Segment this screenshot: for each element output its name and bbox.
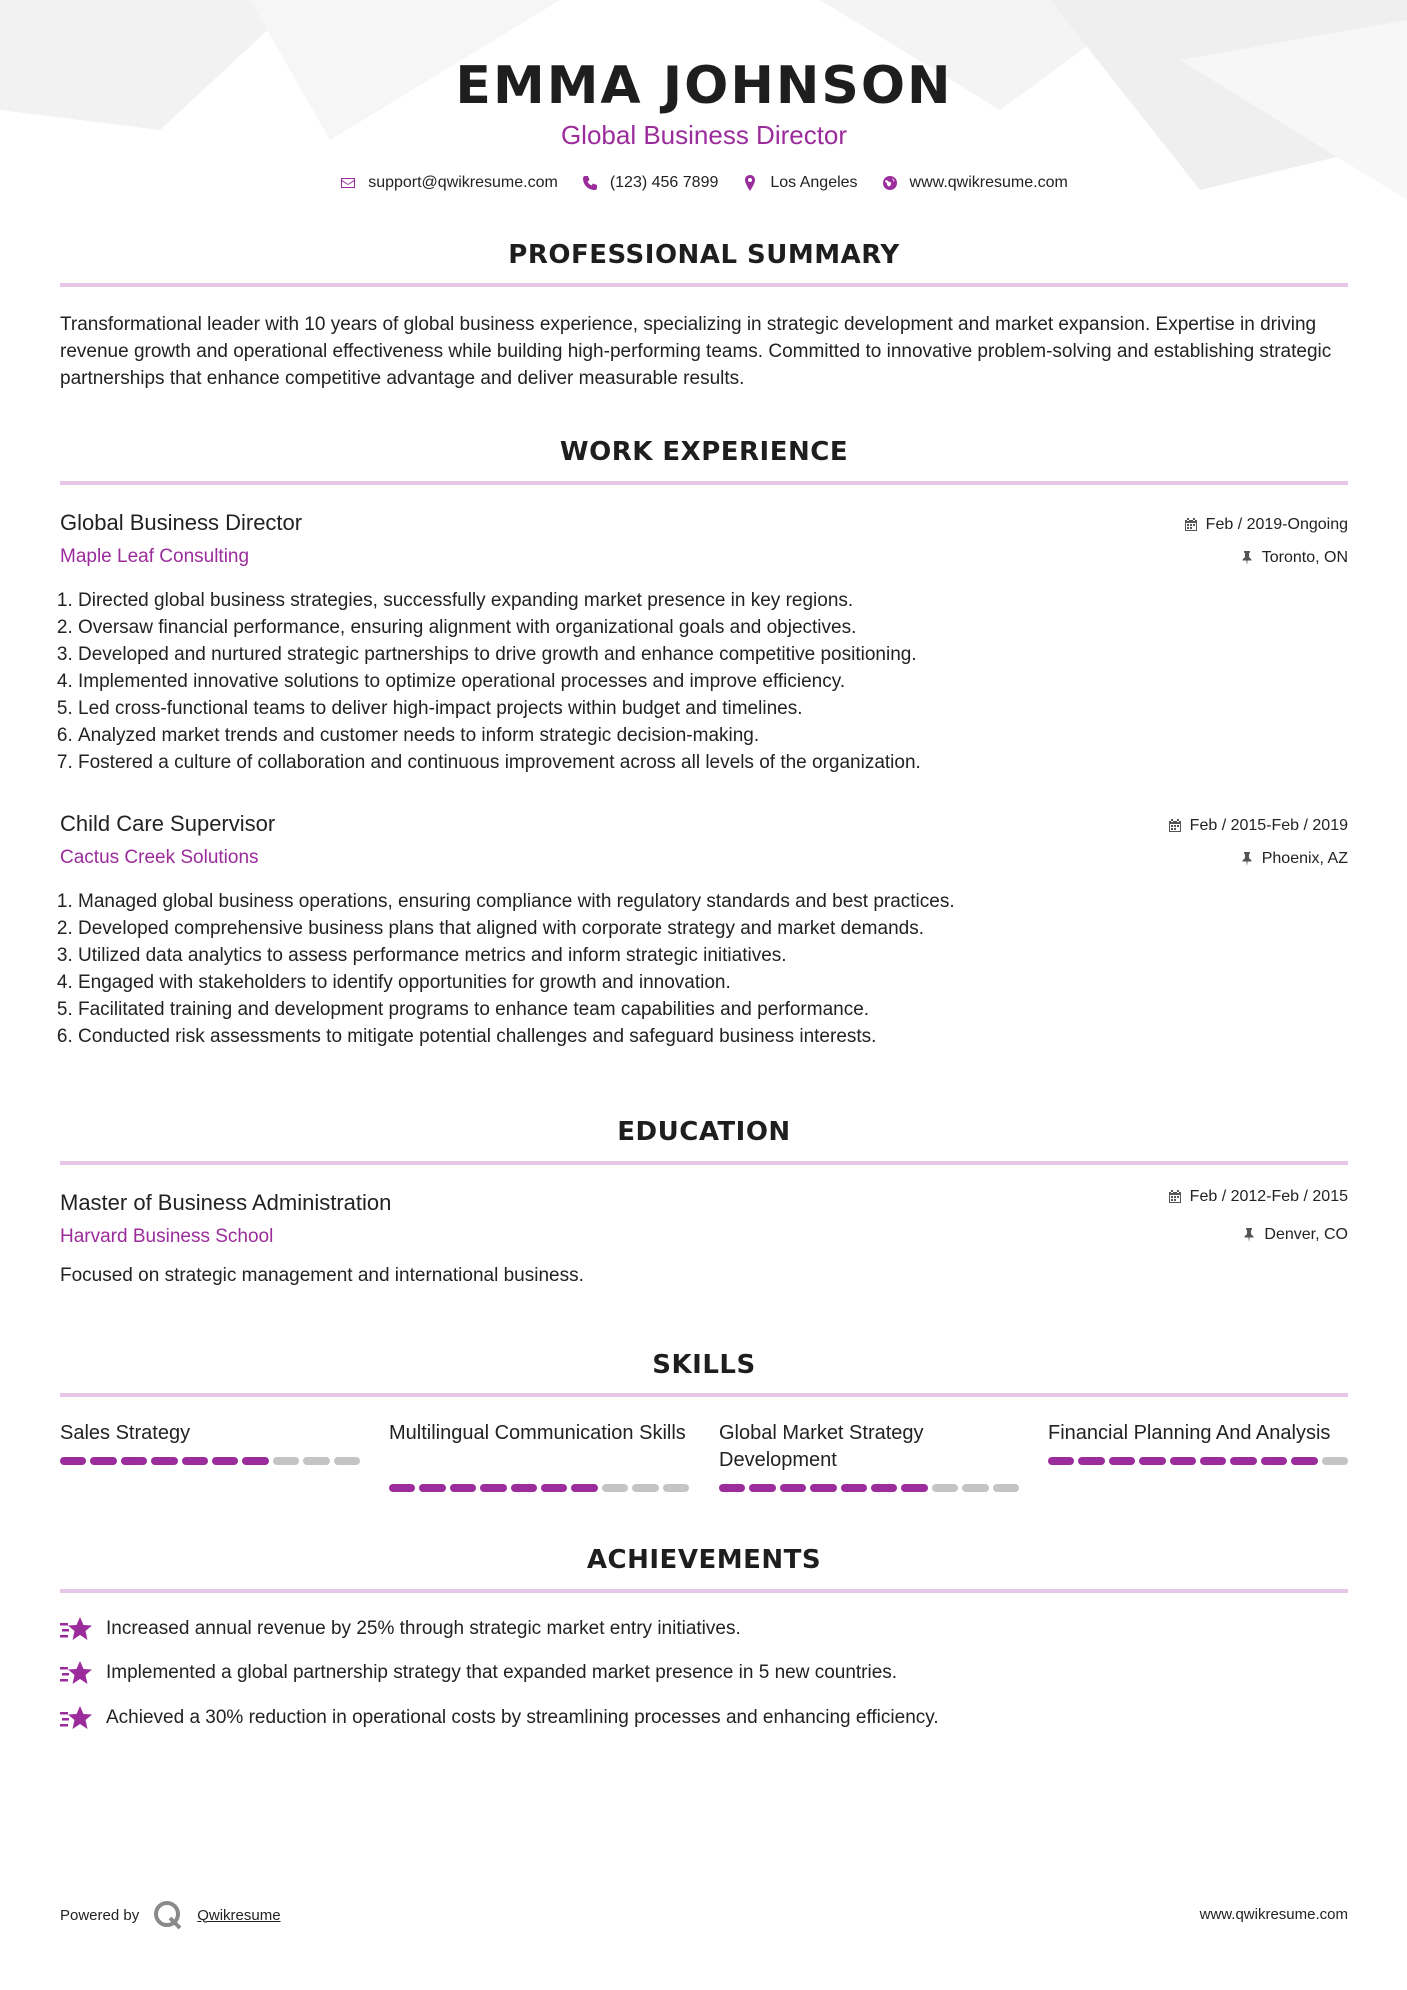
- skill-item: [60, 1420, 360, 1474]
- powered-by-label: Powered by: [60, 1906, 140, 1924]
- education-location: [1242, 1226, 1348, 1244]
- job-title: Child Care Supervisor: [60, 811, 276, 836]
- skill-segment-filled: [1078, 1457, 1104, 1465]
- summary-text: Transformational leader with 10 years of global business experience, specializing in strategic development and market expansion. Expertise in driving revenue growth and operational effectiveness while building high-performing teams. Committed to innovative problem-solving and establishing strategic partnerships that enhance competitive advantage and deliver measurable results.: [60, 314, 1332, 389]
- envelope-icon: [340, 175, 356, 191]
- skill-segment-filled: [780, 1484, 806, 1492]
- responsibility-item: 3. Developed and nurtured strategic partnerships to drive growth and enhance competitive positioning.: [78, 641, 1366, 668]
- skill-segment-filled: [90, 1457, 116, 1465]
- job-location-text: Phoenix, AZ: [1261, 850, 1348, 867]
- responsibility-item: 2. Oversaw financial performance, ensuring alignment with organizational goals and objectives.: [78, 614, 1366, 641]
- summary-heading: PROFESSIONAL SUMMARY: [508, 240, 900, 270]
- pin-icon: [1240, 551, 1254, 565]
- skill-segment-empty: [962, 1484, 988, 1492]
- skill-segment-empty: [932, 1484, 958, 1492]
- skill-item: [719, 1420, 1019, 1474]
- skill-item: [1048, 1420, 1348, 1474]
- education-divider: [60, 1161, 1348, 1165]
- education-dates: [1168, 1188, 1348, 1206]
- degree-title: Master of Business Administration: [60, 1190, 392, 1215]
- job-location: [1240, 850, 1348, 868]
- skill-segment-empty: [993, 1484, 1019, 1492]
- achievement-item: [60, 1705, 939, 1731]
- job-responsibilities: [60, 587, 1366, 776]
- skill-segment-filled: [1200, 1457, 1226, 1465]
- skill-segment-filled: [841, 1484, 867, 1492]
- education-description: Focused on strategic management and international business.: [60, 1265, 584, 1286]
- skill-segment-filled: [871, 1484, 897, 1492]
- candidate-title: Global Business Director: [560, 120, 848, 150]
- skill-level-bar: [1048, 1457, 1348, 1465]
- school-name: Harvard Business School: [60, 1226, 274, 1247]
- job-responsibilities: [60, 888, 1366, 1050]
- skill-segment-filled: [121, 1457, 147, 1465]
- star-badge-icon: [60, 1616, 94, 1642]
- skill-segment-filled: [60, 1457, 86, 1465]
- skill-name: Multilingual Communication Skills: [389, 1422, 686, 1444]
- responsibility-item: 1. Directed global business strategies, successfully expanding market presence in key regions.: [78, 587, 1366, 614]
- job-title: Global Business Director: [60, 510, 303, 535]
- job-location-text: Toronto, ON: [1261, 549, 1348, 566]
- pin-icon: [1240, 852, 1254, 866]
- calendar-icon: [1168, 819, 1182, 833]
- skill-level-bar: [719, 1484, 1019, 1492]
- education-location-text: Denver, CO: [1264, 1226, 1348, 1243]
- skill-segment-empty: [632, 1484, 658, 1492]
- candidate-name: EMMA JOHNSON: [455, 56, 953, 116]
- skill-segment-filled: [480, 1484, 506, 1492]
- phone-text: (123) 456 7899: [609, 174, 719, 191]
- job-dates: [1168, 817, 1348, 835]
- website-text: www.qwikresume.com: [909, 174, 1068, 191]
- phone-icon: [582, 175, 598, 191]
- responsibility-item: 7. Fostered a culture of collaboration and continuous improvement across all levels of the organization.: [78, 749, 1366, 776]
- responsibility-item: 4. Implemented innovative solutions to optimize operational processes and improve efficiency.: [78, 668, 1366, 695]
- contact-website[interactable]: [882, 174, 1068, 192]
- responsibility-item: 3. Utilized data analytics to assess performance metrics and inform strategic initiatives.: [78, 942, 1366, 969]
- summary-divider: [60, 283, 1348, 287]
- skill-segment-empty: [273, 1457, 299, 1465]
- responsibility-item: 4. Engaged with stakeholders to identify opportunities for growth and innovation.: [78, 969, 1366, 996]
- skill-segment-filled: [212, 1457, 238, 1465]
- job-dates-text: Feb / 2015-Feb / 2019: [1189, 817, 1348, 834]
- pin-icon: [1242, 1228, 1256, 1242]
- contact-location: [742, 174, 857, 192]
- contact-email[interactable]: [340, 174, 558, 192]
- skill-level-bar: [60, 1457, 360, 1465]
- star-badge-icon: [60, 1705, 94, 1731]
- skill-segment-empty: [1322, 1457, 1348, 1465]
- skill-segment-filled: [1230, 1457, 1256, 1465]
- location-text: Los Angeles: [770, 174, 858, 191]
- skill-name: Financial Planning And Analysis: [1048, 1422, 1331, 1444]
- achievement-text: Increased annual revenue by 25% through strategic market entry initiatives.: [106, 1618, 741, 1639]
- skills-divider: [60, 1393, 1348, 1397]
- footer-powered-by: [60, 1900, 281, 1930]
- calendar-icon: [1168, 1190, 1182, 1204]
- calendar-icon: [1184, 518, 1198, 532]
- skill-segment-filled: [810, 1484, 836, 1492]
- skill-segment-filled: [511, 1484, 537, 1492]
- qwikresume-link[interactable]: Qwikresume: [197, 1906, 281, 1924]
- skill-segment-filled: [1109, 1457, 1135, 1465]
- job-company: Maple Leaf Consulting: [60, 546, 250, 567]
- skill-segment-filled: [450, 1484, 476, 1492]
- skill-name: Sales Strategy: [60, 1422, 191, 1444]
- skill-segment-empty: [334, 1457, 360, 1465]
- email-text: support@qwikresume.com: [368, 174, 558, 191]
- responsibility-item: 1. Managed global business operations, ensuring compliance with regulatory standards and best practices.: [78, 888, 1366, 915]
- job-location: [1240, 549, 1348, 567]
- skill-segment-empty: [663, 1484, 689, 1492]
- responsibility-item: 6. Analyzed market trends and customer needs to inform strategic decision-making.: [78, 722, 1366, 749]
- skills-heading: SKILLS: [652, 1350, 756, 1380]
- skill-segment-filled: [1139, 1457, 1165, 1465]
- skill-segment-filled: [182, 1457, 208, 1465]
- achievement-text: Achieved a 30% reduction in operational costs by streamlining processes and enhancing efficiency.: [106, 1707, 939, 1728]
- skill-segment-filled: [389, 1484, 415, 1492]
- skill-segment-filled: [1291, 1457, 1317, 1465]
- star-badge-icon: [60, 1660, 94, 1686]
- achievement-item: [60, 1660, 897, 1686]
- responsibility-item: 5. Facilitated training and development programs to enhance team capabilities and performance.: [78, 996, 1366, 1023]
- skill-level-bar: [389, 1484, 689, 1492]
- skill-segment-empty: [303, 1457, 329, 1465]
- skill-segment-filled: [1261, 1457, 1287, 1465]
- footer-website[interactable]: www.qwikresume.com: [1199, 1906, 1348, 1923]
- globe-icon: [882, 175, 898, 191]
- experience-heading: WORK EXPERIENCE: [559, 437, 849, 467]
- skill-segment-filled: [151, 1457, 177, 1465]
- skill-segment-filled: [1048, 1457, 1074, 1465]
- achievements-divider: [60, 1589, 1348, 1593]
- skill-segment-filled: [719, 1484, 745, 1492]
- skill-segment-filled: [571, 1484, 597, 1492]
- job-dates-text: Feb / 2019-Ongoing: [1205, 516, 1348, 533]
- skill-name: Global Market Strategy Development: [719, 1422, 924, 1471]
- skill-segment-filled: [901, 1484, 927, 1492]
- skill-segment-filled: [1170, 1457, 1196, 1465]
- responsibility-item: 2. Developed comprehensive business plans that aligned with corporate strategy and market demands.: [78, 915, 1366, 942]
- skill-segment-filled: [749, 1484, 775, 1492]
- achievement-text: Implemented a global partnership strategy that expanded market presence in 5 new countries.: [106, 1662, 898, 1683]
- achievement-item: [60, 1616, 741, 1642]
- skill-segment-filled: [541, 1484, 567, 1492]
- education-dates-text: Feb / 2012-Feb / 2015: [1189, 1188, 1348, 1205]
- contact-phone[interactable]: [582, 174, 719, 192]
- skill-segment-filled: [242, 1457, 268, 1465]
- map-marker-icon: [742, 175, 758, 191]
- contact-bar: [60, 174, 1348, 192]
- education-heading: EDUCATION: [617, 1117, 791, 1147]
- experience-divider: [60, 481, 1348, 485]
- responsibility-item: 5. Led cross-functional teams to deliver high-impact projects within budget and timelines.: [78, 695, 1366, 722]
- achievements-heading: ACHIEVEMENTS: [586, 1545, 822, 1575]
- job-company: Cactus Creek Solutions: [60, 847, 259, 868]
- job-dates: [1184, 516, 1348, 534]
- skill-item: [389, 1420, 689, 1474]
- skill-segment-empty: [602, 1484, 628, 1492]
- skill-segment-filled: [419, 1484, 445, 1492]
- responsibility-item: 6. Conducted risk assessments to mitigate potential challenges and safeguard business interests.: [78, 1023, 1366, 1050]
- qwikresume-logo-icon: [153, 1900, 183, 1930]
